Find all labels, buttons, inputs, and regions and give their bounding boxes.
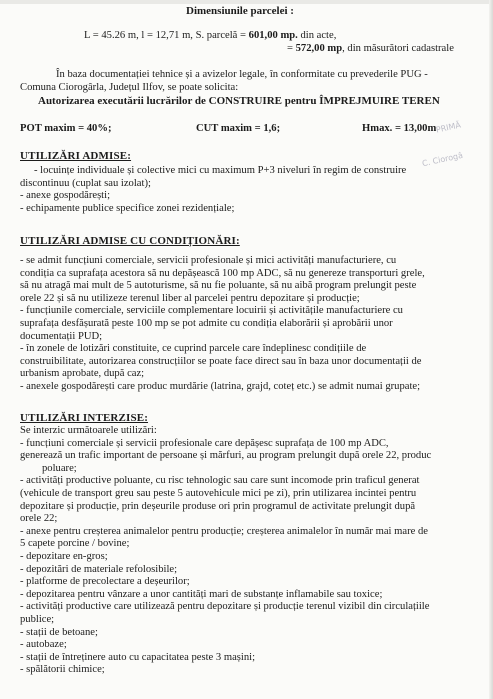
section-conditionari-body [20,255,472,394]
text-line: - se admit funcțiuni comerciale, servicii profesionale și mici activități manufacturiere, cu [20,255,397,266]
text-line: - locuințe individuale și colective mici cu maximum P+3 niveluri în regim de construire [34,165,407,176]
hmax-indicator: Hmax. = 13,00m [362,123,437,134]
cut-indicator: CUT maxim = 1,6; [196,123,281,134]
text-line: - activități productive care utilizează pentru depozitare și producție terenul vizibil din circulațiile [20,601,430,613]
text-line: discontinuu (cuplat sau izolat); [20,177,151,189]
pot-indicator: POT maxim = 40%; [20,123,112,134]
text-line: - anexe gospodărești; [20,190,111,202]
text-line: (vehicule de transport greu sau peste 5 autovehicule mici pe zi), prin utilizarea incintei pentru [20,487,417,499]
stamp-text-1: PRIMĂ [435,120,462,135]
section-conditionari-title: UTILIZĂRI ADMISE CU CONDIȚIONĂRI: [20,235,240,247]
text-line: poluare; [42,462,77,474]
dims-prefix: L = 45.26 m, l = 12,71 m, S. parcelă = [84,30,249,41]
text-line: - autobaze; [20,639,67,651]
stamp-text-2: C. Ciorogâ [421,150,464,169]
text-line: urbanism aprobate, după caz; [20,368,145,380]
text-line: depozitare și producție, prin deșeurile produse ori prin programul de activitate prelungit după [20,500,416,512]
authorization-title: Autorizarea executării lucrărilor de CONSTRUIRE pentru ÎMPREJMUIRE TEREN [38,95,440,107]
intro-line-1: În baza documentației tehnice și a avizelor legale, în conformitate cu prevederile PUG - [56,69,428,80]
text-line: - spălătorii chimice; [20,664,105,676]
intro-line-2: Comuna Ciorogârla, Județul Ilfov, se poate solicita: [20,82,239,93]
text-line: - depozitare en-gros; [20,550,108,562]
text-line: generează un trafic important de persoane și mărfuri, au program prelungit după orele 22, produc [20,450,432,462]
dims-eq: = [287,43,296,54]
section-admise-title: UTILIZĂRI ADMISE: [20,150,132,162]
text-line: condiția ca suprafața acestora să nu depășească 100 mp ADC, să nu genereze transporturi grele, [20,267,425,279]
parcel-dimensions-title: Dimensiunile parcelei : [186,5,294,17]
text-line: - stații de întreținere auto cu capacitatea peste 3 mașini; [20,651,256,663]
section-admise-body [20,165,472,215]
text-line: - stații de betoane; [20,626,98,638]
parcel-dimensions-cadastral [287,43,454,56]
text-line: - depozitarea pentru vânzare a unor cantități mari de substanțe inflamabile sau toxice; [20,588,383,600]
text-line: - funcțiuni comerciale și servicii profesionale care depășesc suprafața de 100 mp ADC, [20,437,389,449]
page-right-edge [489,0,493,699]
text-line: - activități productive poluante, cu risc tehnologic sau care sunt incomode prin traficul generat [20,475,420,487]
text-line: documentații PUD; [20,330,103,342]
text-line: să nu atragă mai mult de 5 autoturisme, să nu fie poluante, să nu aibă program prelungit peste [20,280,417,292]
text-line: orele 22 și să nu utilizeze terenul liber al parcelei pentru depozitare și producție; [20,292,360,304]
text-line: - anexele gospodărești care produc murdărie (latrina, grajd, coteț etc.) se admit numai grupate; [20,380,421,392]
dims-suffix-acts: din acte, [297,30,337,41]
text-line: publice; [20,613,55,625]
section-interzise-body [20,425,472,677]
text-line: - depozitări de materiale refolosibile; [20,563,178,575]
text-line: - funcțiunile comerciale, serviciile complementare locuirii și activitățile manufacturiere cu [20,305,403,317]
page-top-edge [0,0,493,4]
dims-suffix-cadastral: , din măsurători cadastrale [342,43,454,54]
text-line: Se interzic următoarele utilizări: [20,425,157,436]
dims-area-cadastral: 572,00 mp [295,43,343,54]
text-line: - anexe pentru creșterea animalelor pentru producție; creșterea animalelor în număr mai mare de [20,525,428,537]
section-interzise-title: UTILIZĂRI INTERZISE: [20,412,149,424]
text-line: - platforme de precolectare a deșeurilor; [20,576,190,588]
text-line: orele 22; [20,513,58,525]
text-line: - echipamente publice specifice zonei rezidențiale; [20,202,235,214]
text-line: - în zonele de lotizări constituite, ce cuprind parcele care îndeplinesc condițiile de [20,343,367,355]
text-line: construibilitate, autorizarea construcțiilor se poate face direct sau în baza unor documentații de [20,355,422,367]
text-line: 5 capete porcine / bovine; [20,538,130,550]
parcel-dimensions-line [84,30,336,43]
dims-area-acts: 601,00 mp. [248,30,298,41]
text-line: suprafața desfășurată peste 100 mp se pot admite cu condiția elaborării și aprobării unor [20,317,393,329]
